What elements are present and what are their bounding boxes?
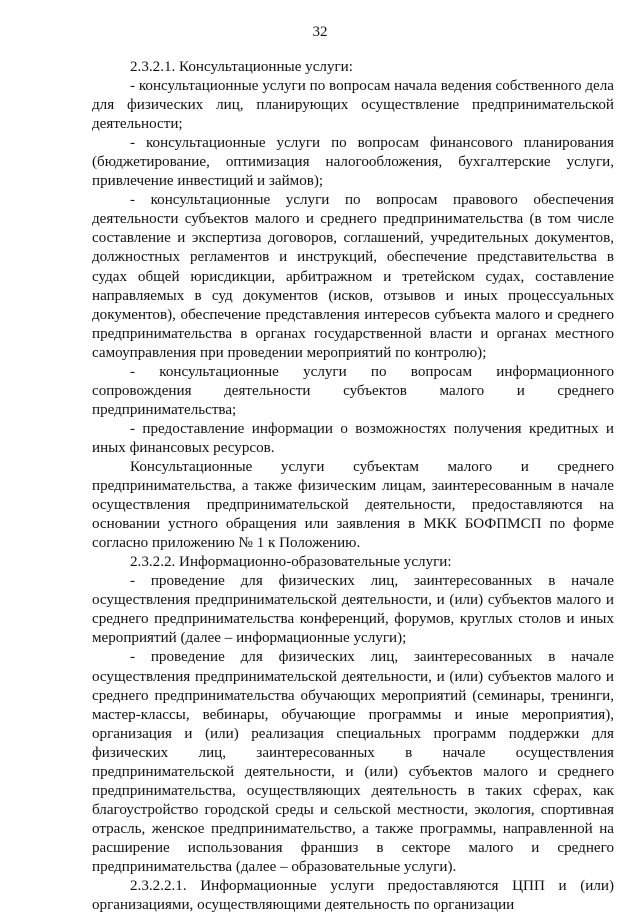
list-item-financial-planning: - консультационные услуги по вопросам финансового планирования (бюджетирование, оптимизация налогообложения, бухгалтерские услуги, привлечение инвестиций и займов); xyxy=(92,135,614,190)
paragraph-consulting-basis: Консультационные услуги субъектам малого и среднего предпринимательства, а также физическим лицам, заинтересованным в начале осуществления предпринимательской деятельности, предоставляются на основании устного обращения или заявления в МКК БОФПМСП по форме согласно приложению № 1 к Положению. xyxy=(92,458,614,552)
document-body xyxy=(92,58,614,915)
list-item-credit-information: - предоставление информации о возможностях получения кредитных и иных финансовых ресурсов. xyxy=(92,420,614,456)
list-item-business-start: - консультационные услуги по вопросам начала ведения собственного дела для физических лиц, планирующих осуществление предпринимательской деятельности; xyxy=(92,78,614,133)
page-number: 32 xyxy=(312,24,328,40)
list-item-information-support: - консультационные услуги по вопросам информационного сопровождения деятельности субъектов малого и среднего предпринимательства; xyxy=(92,363,614,418)
list-item-conferences: - проведение для физических лиц, заинтересованных в начале осуществления предпринимательской деятельности, и (или) субъектов малого и среднего предпринимательства конференций, форумов, круглых столов и иных мероприятий (далее – информационные услуги); xyxy=(92,573,614,647)
list-item-legal-support: - консультационные услуги по вопросам правового обеспечения деятельности субъектов малого и среднего предпринимательства (в том числе составление и экспертиза договоров, соглашений, учредительных документов, должностных регламентов и инструкций, обеспечение представительства в судах общей юрисдикции, арбитражном и третейском судах, составление направляемых в суд документов (исков, отзывов и иных процессуальных документов), обеспечение представления интересов субъекта малого и среднего предпринимательства в органах государственной власти и органах местного самоуправления при проведении мероприятий по контролю); xyxy=(92,192,614,361)
list-item-training: - проведение для физических лиц, заинтересованных в начале осуществления предпринимательской деятельности, и (или) субъектов малого и среднего предпринимательства обучающих мероприятий (семинары, тренинги, мастер-классы, вебинары, обучающие программы и иные мероприятия), организация и (или) реализация специальных программ поддержки для физических лиц, заинтересованных в начале осуществления предпринимательской деятельности, и (или) субъектов малого и среднего предпринимательства, осуществляющих деятельность в таких сферах, как благоустройство городской среды и сельской местности, экология, спортивная отрасль, женское предпринимательство, а также программы, направленной на расширение использования франшиз в секторе малого и среднего предпринимательства (далее – образовательные услуги). xyxy=(92,649,614,875)
paragraph-information-services: 2.3.2.2.1. Информационные услуги предоставляются ЦПП и (или) организациями, осуществляющими деятельность по организации xyxy=(92,878,614,914)
section-heading-consulting: 2.3.2.1. Консультационные услуги: xyxy=(130,59,353,75)
section-heading-education: 2.3.2.2. Информационно-образовательные услуги: xyxy=(130,554,452,571)
